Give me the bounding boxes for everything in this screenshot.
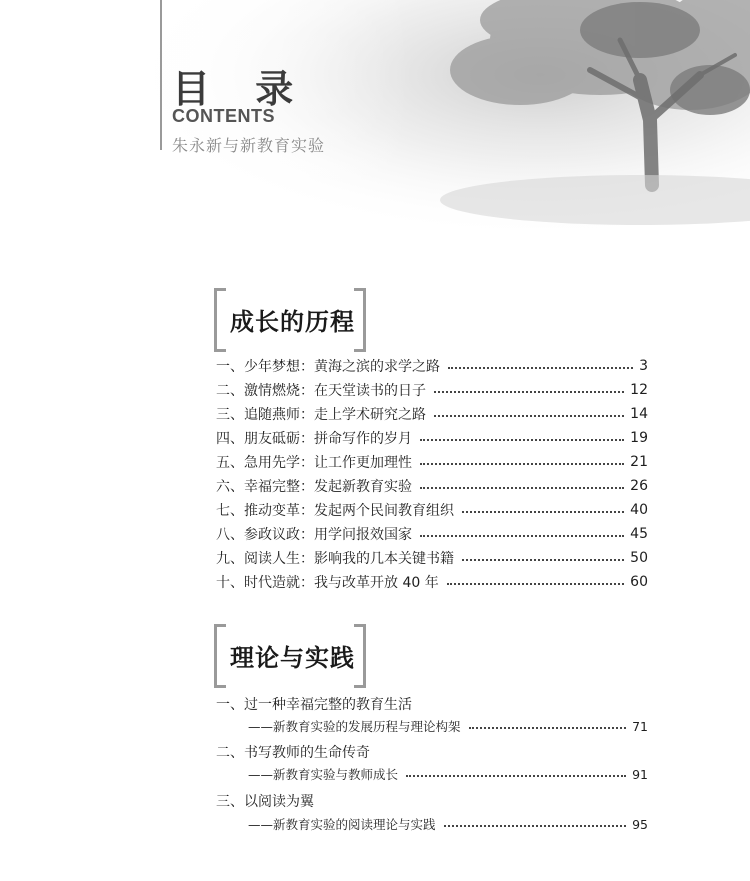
toc-entry-label: 六、幸福完整：发起新教育实验 [216, 479, 412, 495]
section-title-text: 成长的历程 [230, 308, 355, 336]
toc-entry-label: 四、朋友砥砺：拼命写作的岁月 [216, 431, 412, 447]
toc-entry-page: 40 [630, 502, 648, 518]
dot-leader [462, 511, 624, 513]
toc-entry[interactable] [216, 404, 648, 424]
toc-entry-page: 91 [632, 766, 648, 782]
bracket-right [354, 288, 366, 352]
dot-leader [420, 487, 624, 489]
toc-entry-page: 50 [630, 550, 648, 566]
dot-leader [420, 439, 624, 441]
toc-entry[interactable] [248, 764, 648, 784]
dot-leader [434, 415, 624, 417]
header-background-tree [0, 0, 750, 300]
toc-entry-page: 95 [632, 816, 648, 832]
book-subtitle: 朱永新与新教育实验 [172, 136, 326, 155]
toc-entry-page: 14 [630, 406, 648, 422]
toc-entry[interactable] [216, 452, 648, 472]
toc-entry[interactable] [216, 476, 648, 496]
toc-entry-label: 十、时代造就：我与改革开放 40 年 [216, 575, 439, 591]
dot-leader [448, 367, 633, 369]
section-title-text: 理论与实践 [230, 644, 355, 672]
contents-label: CONTENTS [172, 106, 275, 126]
dot-leader [447, 583, 624, 585]
bracket-left [214, 288, 226, 352]
toc-chapter-title[interactable]: 三、以阅读为翼 [216, 794, 314, 810]
toc-entry-label: 八、参政议政：用学问报效国家 [216, 527, 412, 543]
toc-entry-label: 五、急用先学：让工作更加理性 [216, 455, 412, 471]
section-title-1 [214, 288, 366, 352]
toc-entry[interactable] [216, 356, 648, 376]
bracket-right [354, 624, 366, 688]
toc-entry-page: 12 [630, 382, 648, 398]
toc-entry[interactable] [248, 716, 648, 736]
dot-leader [469, 727, 627, 729]
toc-chapter-title[interactable]: 二、书写教师的生命传奇 [216, 745, 370, 761]
toc-entry[interactable] [216, 548, 648, 568]
toc-entry-subtitle: ——新教育实验与教师成长 [248, 767, 399, 782]
toc-entry-label: 七、推动变革：发起两个民间教育组织 [216, 503, 454, 519]
toc-entry-label: 一、少年梦想：黄海之滨的求学之路 [216, 359, 440, 375]
toc-entry[interactable] [216, 572, 648, 592]
dot-leader [420, 463, 624, 465]
page-title: 目 录 [172, 67, 310, 111]
dot-leader [434, 391, 624, 393]
toc-entry-label: 三、追随燕师：走上学术研究之路 [216, 407, 426, 423]
toc-entry[interactable] [216, 428, 648, 448]
toc-entry-page: 45 [630, 526, 648, 542]
toc-entry-page: 21 [630, 454, 648, 470]
toc-entry-page: 19 [630, 430, 648, 446]
toc-entry-page: 71 [632, 718, 648, 734]
dot-leader [406, 775, 626, 777]
header-divider-line [160, 0, 162, 150]
toc-entry-label: 九、阅读人生：影响我的几本关键书籍 [216, 551, 454, 567]
toc-entry[interactable] [216, 524, 648, 544]
dot-leader [420, 535, 624, 537]
toc-entry-label: 二、激情燃烧：在天堂读书的日子 [216, 383, 426, 399]
toc-entry-page: 3 [639, 358, 648, 374]
bracket-left [214, 624, 226, 688]
section-title-2 [214, 624, 366, 688]
toc-entry-page: 26 [630, 478, 648, 494]
dot-leader [462, 559, 624, 561]
toc-entry-subtitle: ——新教育实验的发展历程与理论构架 [248, 719, 461, 734]
toc-entry-page: 60 [630, 574, 648, 590]
toc-entry[interactable] [216, 500, 648, 520]
dot-leader [444, 825, 627, 827]
toc-entry[interactable] [216, 380, 648, 400]
toc-entry[interactable] [248, 814, 648, 834]
toc-entry-subtitle: ——新教育实验的阅读理论与实践 [248, 817, 436, 832]
toc-chapter-title[interactable]: 一、过一种幸福完整的教育生活 [216, 697, 412, 713]
